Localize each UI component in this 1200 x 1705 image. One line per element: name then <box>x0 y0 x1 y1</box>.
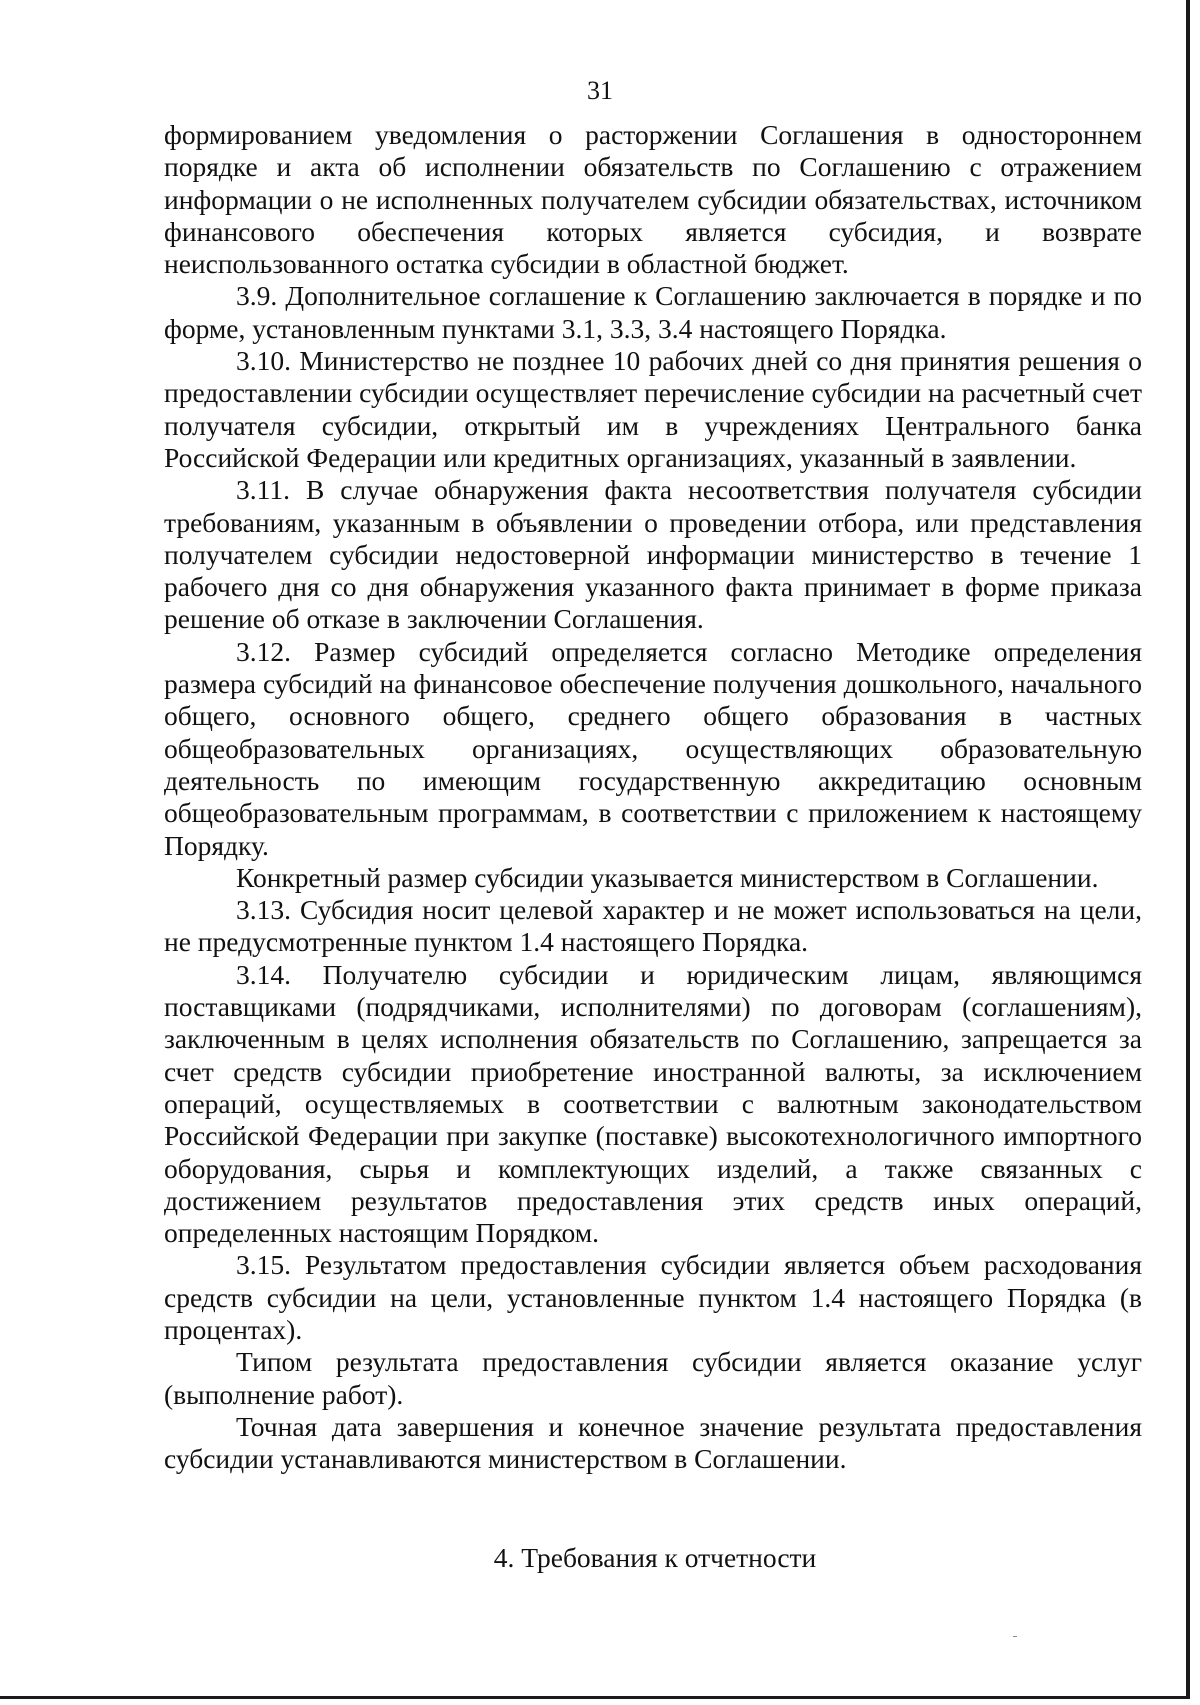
document-body <box>164 119 1142 1475</box>
scan-speck <box>1013 1636 1017 1637</box>
paragraph-subsidy-amount: Конкретный размер субсидии указывается министерством в Соглашении. <box>236 861 1099 893</box>
paragraph-3-12: 3.12. Размер субсидий определяется согласно Методике определения размера субсидий на финансовое обеспечение получения дошкольного, начального общего, основного общего, среднего общего образования в частных общеобразовательных организациях, осуществляющих образовательную деятельность по имеющим государственную аккредитацию основным общеобразовательным программам, в соответствии с приложением к настоящему Порядку. <box>164 635 1142 861</box>
paragraph-3-13: 3.13. Субсидия носит целевой характер и не может использоваться на цели, не предусмотренные пунктом 1.4 настоящего Порядка. <box>164 894 1142 958</box>
paragraph-3-10: 3.10. Министерство не позднее 10 рабочих дней со дня принятия решения о предоставлении субсидии осуществляет перечисление субсидии на расчетный счет получателя субсидии, открытый им в учреждениях Центрального банка Российской Федерации или кредитных организациях, указанный в заявлении. <box>164 345 1142 473</box>
paragraph-result-type: Типом результата предоставления субсидии является оказание услуг (выполнение работ). <box>164 1346 1142 1410</box>
paragraph-3-9: 3.9. Дополнительное соглашение к Соглашению заключается в порядке и по форме, установленным пунктами 3.1, 3.3, 3.4 настоящего Порядка. <box>164 280 1142 344</box>
section-heading: 4. Требования к отчетности <box>493 1542 817 1573</box>
paragraph-3-15: 3.15. Результатом предоставления субсидии является объем расходования средств субсидии на цели, установленные пунктом 1.4 настоящего Порядка (в процентах). <box>164 1249 1142 1345</box>
paragraph-3-11: 3.11. В случае обнаружения факта несоответствия получателя субсидии требованиям, указанным в объявлении о проведении отбора, или представления получателем субсидии недостоверной информации министерство в течение 1 рабочего дня со дня обнаружения указанного факта принимает в форме приказа решение об отказе в заключении Соглашения. <box>164 474 1142 635</box>
page-number: 31 <box>587 76 613 105</box>
paragraph-3-14: 3.14. Получателю субсидии и юридическим лицам, являющимся поставщиками (подрядчиками, исполнителями) по договорам (соглашениям), заключенным в целях исполнения обязательств по Соглашению, запрещается за счет средств субсидии приобретение иностранной валюты, за исключением операций, осуществляемых в соответствии с валютным законодательством Российской Федерации при закупке (поставке) высокотехнологичного импортного оборудования, сырья и комплектующих изделий, а также связанных с достижением результатов предоставления этих средств иных операций, определенных настоящим Порядком. <box>164 958 1142 1249</box>
paragraph-completion-date: Точная дата завершения и конечное значение результата предоставления субсидии устанавливаются министерством в Соглашении. <box>164 1410 1142 1475</box>
paragraph-continuation: формированием уведомления о расторжении Соглашения в одностороннем порядке и акта об исполнении обязательств по Соглашению с отражением информации о не исполненных получателем субсидии обязательствах, источником финансового обеспечения которых является субсидия, и возврате неиспользованного остатка субсидии в областной бюджет. <box>164 119 1142 280</box>
